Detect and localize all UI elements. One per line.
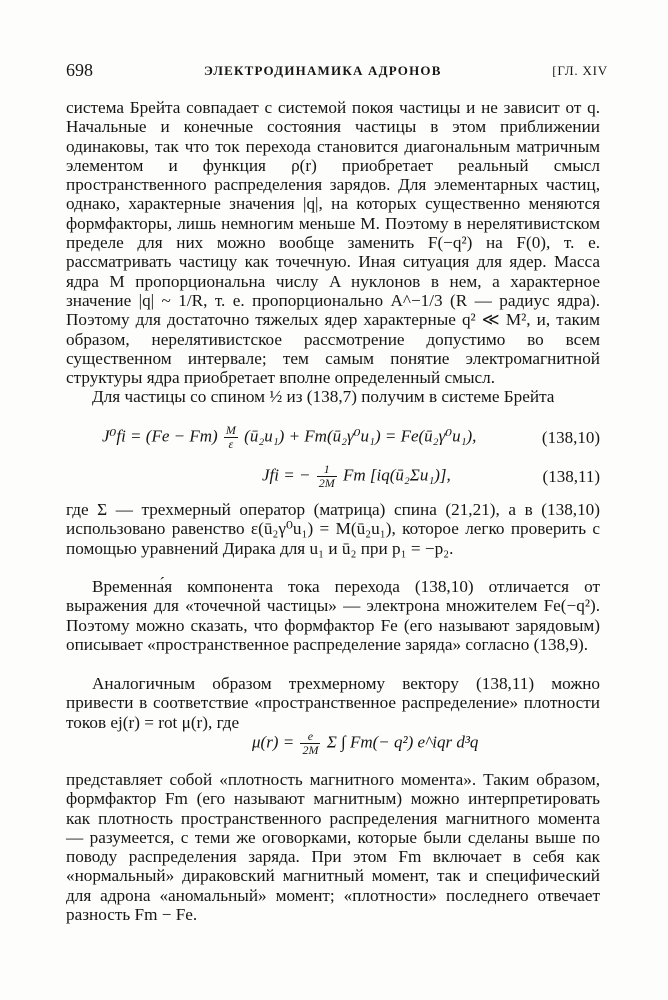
paragraph-5-text: Аналогичным образом трехмерному вектору (138,11) можно привести в соответствие «пространственное распределение» плотности токов ej(r) = rot μ(r), где [66,674,600,732]
paragraph-2 [66,387,600,406]
fraction-numerator: 1 [317,463,337,477]
equation-mu [66,730,600,760]
equation-138-11-fraction [317,463,337,490]
running-header [66,60,608,84]
paragraph-5 [66,674,600,732]
fraction-denominator: 2M [302,743,319,757]
fraction-denominator: ε [228,437,234,451]
paragraph-4 [66,577,600,654]
equation-138-11 [66,463,600,493]
fraction-denominator: 2M [318,476,335,490]
paragraph-6 [66,770,600,924]
equation-138-10-lhs: J⁰fi = (Fe − Fm) [102,426,218,446]
paragraph-6-text: представляет собой «плотность магнитного момента». Таким образом, формфактор Fm (его называют магнитным) можно интерпретировать как плотность пространственного распределения магнитного момента — разумеется, с теми же оговорками, которые были сделаны выше по поводу распределения заряда. При этом Fm включает в себя как «нормальный» дираковский магнитный момент, так и специфический для адрона «аномальный» момент; «плотности» последнего отвечает разность Fm − Fe. [66,770,600,925]
paragraph-4-text: Временна́я компонента тока перехода (138,10) отличается от выражения для «точечной частицы» — электрона множителем Fe(−q²). Поэтому можно сказать, что формфактор Fe (его называют зарядовым) описывает «пространственное распределение заряда» согласно (138,9). [66,577,600,654]
chapter-label: [ГЛ. XIV [552,63,608,78]
equation-number: (138,10) [541,428,600,447]
running-title: ЭЛЕКТРОДИНАМИКА АДРОНОВ [204,63,442,78]
paragraph-2-text: Для частицы со спином ½ из (138,7) получим в системе Брейта [92,387,555,406]
page-number: 698 [66,60,93,80]
equation-138-10 [66,424,600,454]
paragraph-3-text: где Σ — трехмерный оператор (матрица) спина (21,21), а в (138,10) использовано равенство ε(ū₂γ⁰u₁) = M(ū₂u₁), которое легко проверить с помощью уравнений Дирака для u₁ и ū₂ при p₁ = −p₂. [66,500,600,558]
equation-138-10-fraction [224,424,238,451]
equation-138-11-rhs: Fm [iq(ū₂Σu₁)], [342,465,451,485]
equation-138-11-lhs: Jfi = − [262,465,311,485]
paragraph-1 [66,98,600,387]
equation-mu-rhs: Σ ∫ Fm(− q²) e^iqr d³q [326,732,479,752]
paragraph-1-text: система Брейта совпадает с системой покоя частицы и не зависит от q. Начальные и конечные состояния частицы в этом приближении одинаковы, так что ток перехода становится диагональным матричным элементом и функция ρ(r) приобретает реальный смысл пространственного распределения зарядов. Для элементарных частиц, однако, характерные значения |q|, на которых существенно меняются формфакторы, лишь немногим меньше M. Поэтому в нерелятивистском пределе для них можно вообще заменить F(−q²) на F(0), т. е. рассматривать частицу как точечную. Иная ситуация для ядер. Масса ядра M пропорциональна числу A нуклонов в нем, а характерное значение |q| ~ 1/R, т. е. пропорционально A^−1/3 (R — радиус ядра). Поэтому для достаточно тяжелых ядер характерные q² ≪ M², и, таким образом, нерелятивистское рассмотрение допустимо во всем существенном интервале; тем самым понятие электромагнитной структуры ядра приобретает вполне определенный смысл. [66,98,600,388]
fraction-numerator: e [300,730,320,744]
equation-mu-fraction [300,730,320,757]
paragraph-3 [66,500,600,558]
fraction-numerator: M [225,423,236,437]
equation-mu-lhs: μ(r) = [252,732,295,752]
equation-138-10-rhs: (ū₂u₁) + Fm(ū₂γ⁰u₁) = Fe(ū₂γ⁰u₁), [244,426,477,446]
equation-number: (138,11) [542,467,600,486]
